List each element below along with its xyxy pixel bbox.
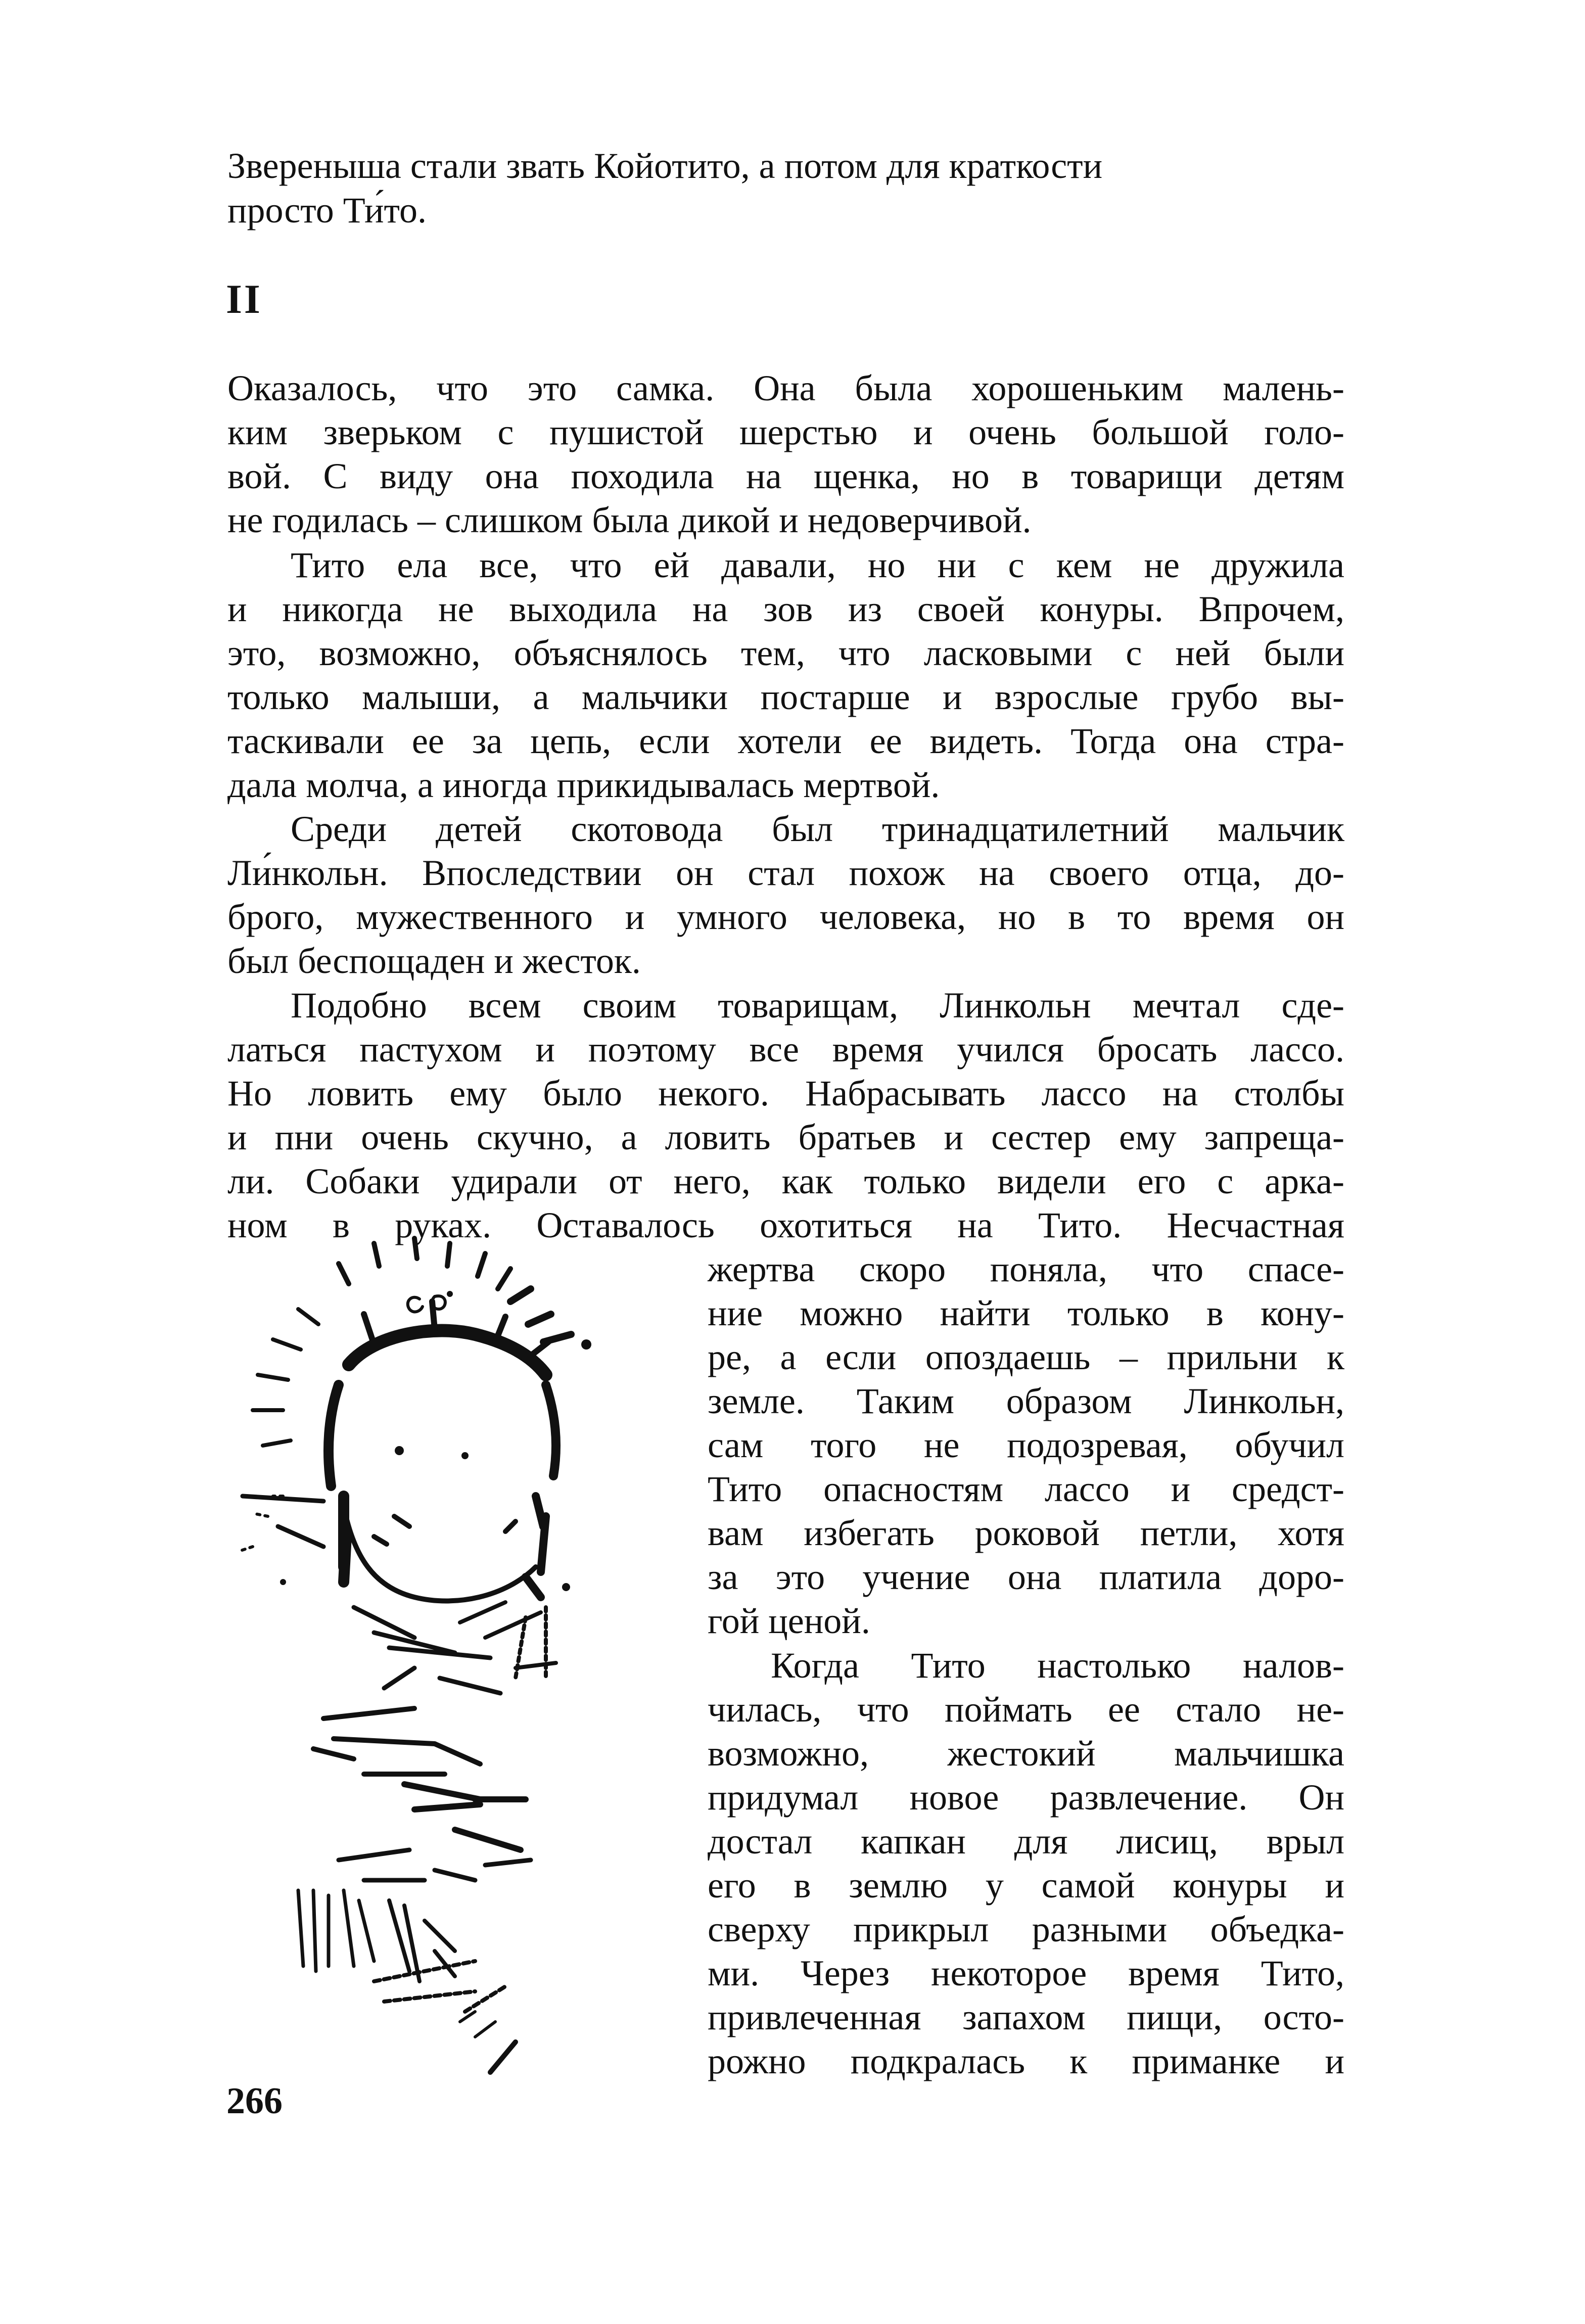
text-line: жертва скоро поняла, что спасе- bbox=[708, 1249, 1344, 1289]
text-line: Подобно всем своим товарищам, Линкольн мечтал сде- bbox=[291, 985, 1344, 1026]
text-line: Среди детей скотовода был тринадцатилетний мальчик bbox=[291, 809, 1344, 849]
text-line: таскивали ее за цепь, если хотели ее видеть. Тогда она стра- bbox=[227, 721, 1344, 761]
text-line: просто Ти́то. bbox=[227, 190, 427, 230]
text-line: ким зверьком с пушистой шерстью и очень большой голо- bbox=[227, 412, 1344, 452]
text-line: ли. Собаки удирали от него, как только видели его с арка- bbox=[227, 1161, 1344, 1201]
text-line: сверху прикрыл разными объедка- bbox=[708, 1909, 1344, 1949]
section-heading: II bbox=[226, 276, 262, 322]
text-line: брого, мужественного и умного человека, но в то время он bbox=[227, 897, 1344, 937]
text-line: дала молча, а иногда прикидывалась мертвой. bbox=[227, 765, 940, 805]
text-line: Ли́нкольн. Впоследствии он стал похож на своего отца, до- bbox=[227, 853, 1344, 893]
coyote-den-illustration bbox=[222, 1233, 687, 2082]
text-line: сам того не подозревая, обучил bbox=[708, 1425, 1344, 1465]
text-line: Когда Тито настолько налов- bbox=[771, 1645, 1344, 1686]
text-line: придумал новое развлечение. Он bbox=[708, 1777, 1344, 1818]
text-line: Оказалось, что это самка. Она была хорошеньким малень- bbox=[227, 368, 1344, 408]
text-line: был беспощаден и жесток. bbox=[227, 941, 641, 981]
text-line: только малыши, а мальчики постарше и взрослые грубо вы- bbox=[227, 677, 1344, 717]
text-line: возможно, жестокий мальчишка bbox=[708, 1733, 1344, 1774]
text-line: ре, а если опоздаешь – прильни к bbox=[708, 1337, 1344, 1377]
text-line: его в землю у самой конуры и bbox=[708, 1865, 1344, 1905]
text-line: рожно подкралась к приманке и bbox=[708, 2041, 1344, 2081]
text-line: не годилась – слишком была дикой и недоверчивой. bbox=[227, 500, 1032, 540]
text-line: вам избегать роковой петли, хотя bbox=[708, 1513, 1344, 1553]
text-line: и никогда не выходила на зов из своей конуры. Впрочем, bbox=[227, 589, 1344, 629]
text-line: достал капкан для лисиц, врыл bbox=[708, 1821, 1344, 1862]
text-line: земле. Таким образом Линкольн, bbox=[708, 1381, 1344, 1421]
text-line: за это учение она платила доро- bbox=[708, 1557, 1344, 1597]
text-line: и пни очень скучно, а ловить братьев и сестер ему запреща- bbox=[227, 1117, 1344, 1157]
text-line: это, возможно, объяснялось тем, что ласковыми с ней были bbox=[227, 633, 1344, 673]
text-line: ми. Через некоторое время Тито, bbox=[708, 1953, 1344, 1993]
text-line: Тито опасностям лассо и средст- bbox=[708, 1469, 1344, 1509]
page-number: 266 bbox=[226, 2080, 283, 2122]
text-line: привлеченная запахом пищи, осто- bbox=[708, 1997, 1344, 2037]
text-line: латься пастухом и поэтому все время учился бросать лассо. bbox=[227, 1029, 1344, 1070]
text-line: ном в руках. Оставалось охотиться на Тито. Несчастная bbox=[227, 1205, 1344, 1245]
text-line: Тито ела все, что ей давали, но ни с кем не дружила bbox=[291, 545, 1344, 585]
text-line: Но ловить ему было некого. Набрасывать лассо на столбы bbox=[227, 1073, 1344, 1113]
text-line: чилась, что поймать ее стало не- bbox=[708, 1689, 1344, 1730]
text-line: ние можно найти только в кону- bbox=[708, 1293, 1344, 1333]
text-line: вой. С виду она походила на щенка, но в товарищи детям bbox=[227, 456, 1344, 496]
text-line: Звереныша стали звать Койотито, а потом для краткости bbox=[227, 146, 1103, 186]
text-line: гой ценой. bbox=[708, 1601, 870, 1641]
